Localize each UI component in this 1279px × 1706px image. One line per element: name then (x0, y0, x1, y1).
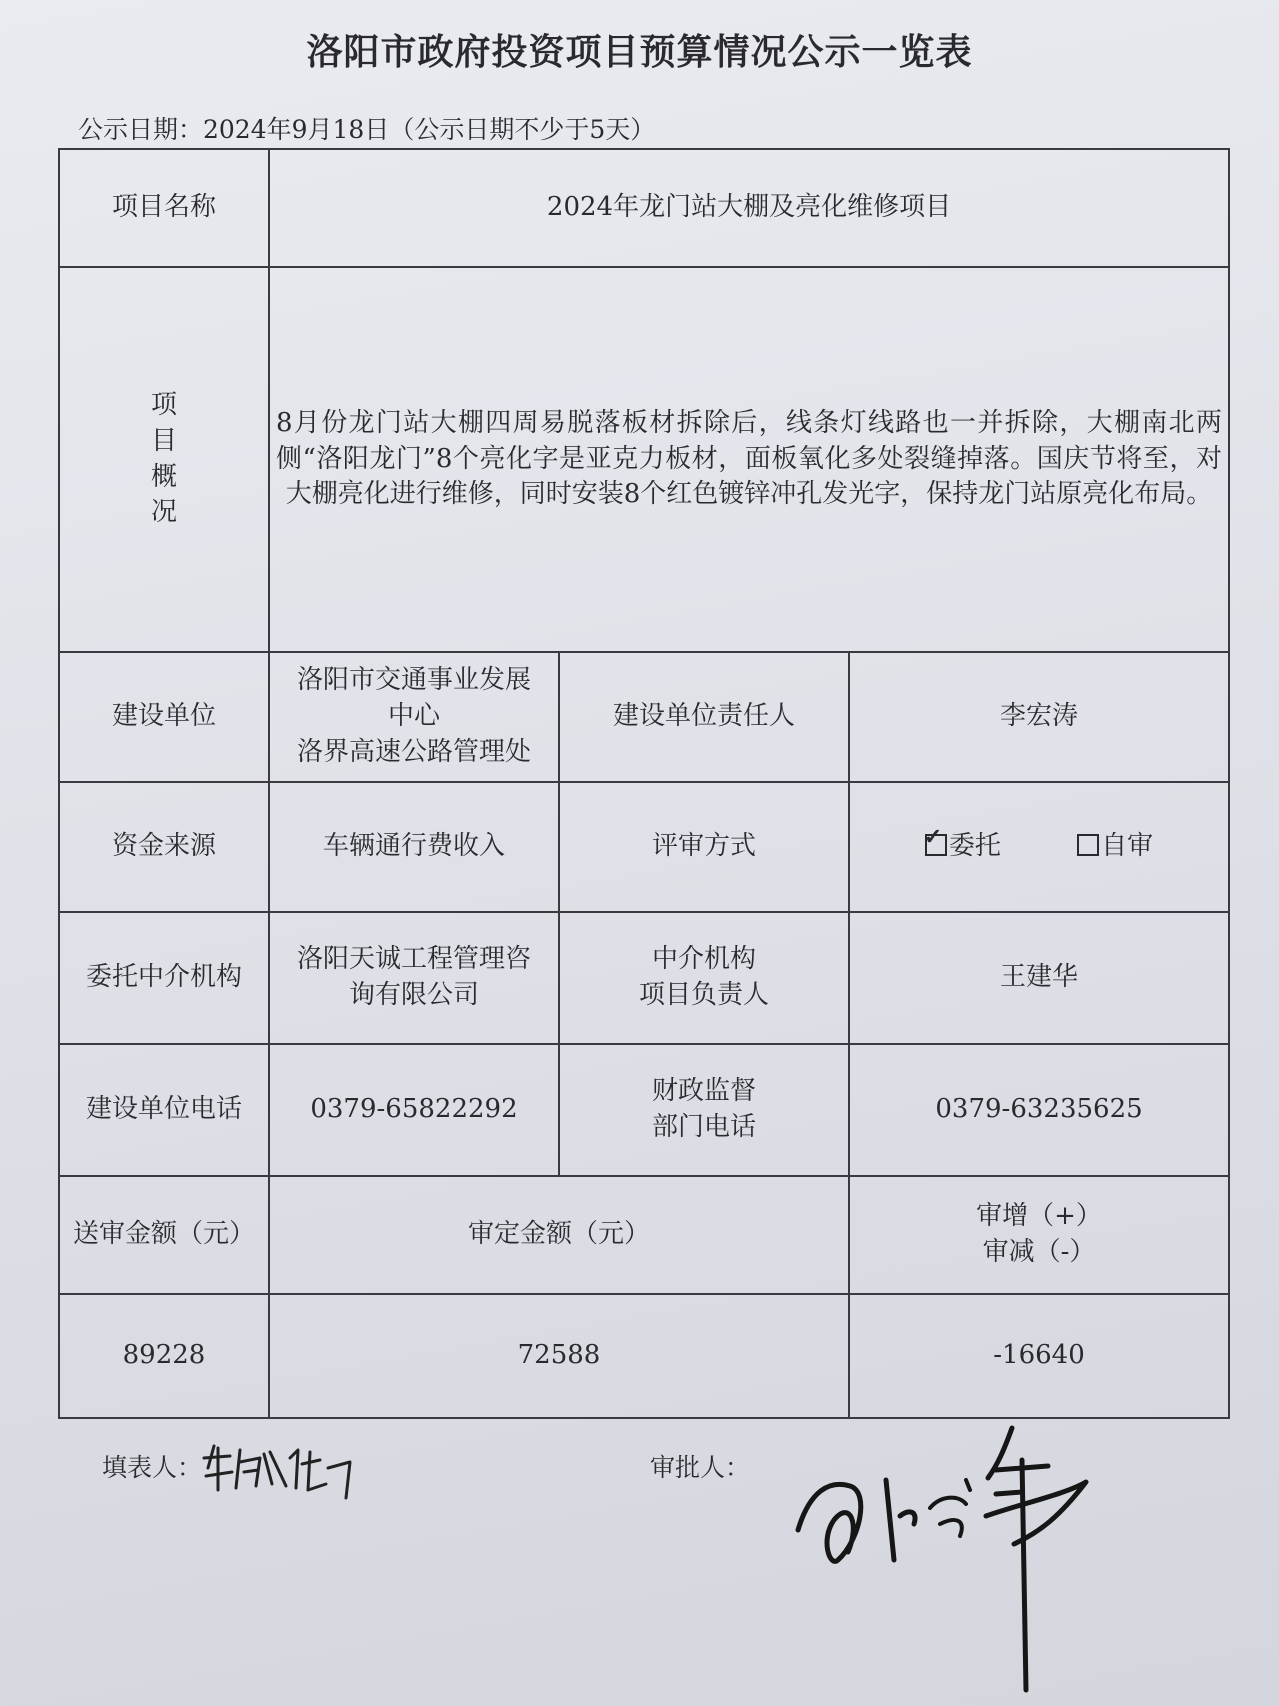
submitted-amount: 89228 (59, 1294, 269, 1418)
review-method-options (849, 782, 1229, 912)
approved-amount-label: 审定金额（元） (269, 1176, 849, 1294)
finance-phone-label: 财政监督 部门电话 (559, 1044, 849, 1176)
review-option-self[interactable]: 自审 (1077, 829, 1153, 865)
submitted-amount-label: 送审金额（元） (59, 1176, 269, 1294)
builder-owner-label: 建设单位责任人 (559, 652, 849, 782)
table-row (59, 1044, 1229, 1176)
agency-name: 洛阳天诚工程管理咨 询有限公司 (269, 912, 559, 1044)
agency-owner-label: 中介机构 项目负责人 (559, 912, 849, 1044)
table-row (59, 1294, 1229, 1418)
builder-unit: 洛阳市交通事业发展 中心 洛界高速公路管理处 (269, 652, 559, 782)
table-row (59, 912, 1229, 1044)
review-method-label: 评审方式 (559, 782, 849, 912)
table-row (59, 267, 1229, 652)
filler-label: 填表人： (102, 1453, 203, 1482)
builder-phone: 0379-65822292 (269, 1044, 559, 1176)
approved-amount: 72588 (269, 1294, 849, 1418)
table-row (59, 1176, 1229, 1294)
publish-date: 公示日期：2024年9月18日（公示日期不少于5天） (78, 115, 656, 144)
fund-source: 车辆通行费收入 (269, 782, 559, 912)
budget-table (58, 148, 1230, 1419)
review-option-entrust[interactable]: ✓ 委托 (923, 824, 1001, 862)
table-row (59, 782, 1229, 912)
approver-label: 审批人： (650, 1453, 751, 1482)
agency-label: 委托中介机构 (59, 912, 269, 1044)
filler-signature (200, 1428, 360, 1508)
document-title: 洛阳市政府投资项目预算情况公示一览表 (306, 31, 973, 73)
table-row (59, 652, 1229, 782)
table-row (59, 149, 1229, 267)
fund-source-label: 资金来源 (59, 782, 269, 912)
agency-owner: 王建华 (849, 912, 1229, 1044)
project-overview: 8月份龙门站大棚四周易脱落板材拆除后，线条灯线路也一并拆除，大棚南北两侧“洛阳龙门”8个亮化字是亚克力板材，面板氧化多处裂缝掉落。国庆节将至，对大棚亮化进行维修，同时安装8个红色镀锌冲孔发光字，保持龙门站原亮化布局。 (269, 267, 1229, 652)
project-name: 2024年龙门站大棚及亮化维修项目 (269, 149, 1229, 267)
diff-label: 审增（+） 审减（-） (849, 1176, 1229, 1294)
finance-phone: 0379-63235625 (849, 1044, 1229, 1176)
approver-signature (790, 1420, 1090, 1700)
builder-phone-label: 建设单位电话 (59, 1044, 269, 1176)
builder-label: 建设单位 (59, 652, 269, 782)
diff-amount: -16640 (849, 1294, 1229, 1418)
overview-label: 项 目 概 况 (59, 267, 269, 652)
checkbox-empty-icon[interactable] (1077, 834, 1099, 856)
builder-owner: 李宏涛 (849, 652, 1229, 782)
project-name-label: 项目名称 (59, 149, 269, 267)
checkbox-checked-icon[interactable]: ✓ (925, 834, 947, 856)
